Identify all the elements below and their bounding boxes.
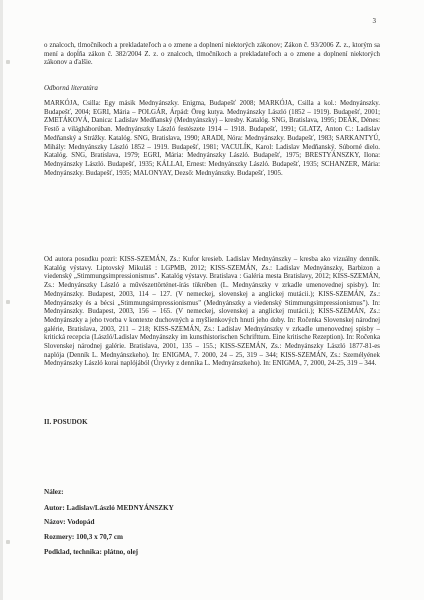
- intro-paragraph: o znalcoch, tlmočníkoch a prekladateľoch a o zmene a doplnení niektorých zákonov; Zákon č. 93/2006 Z. z., ktorým sa mení a dopĺňa zákon č. 382/2004 Z. z. o znalcoch, tlmočníkoch a prekladateľoch a o zmene a doplnení niektorých zákonov a ďalšie.: [44, 42, 380, 67]
- author-references-paragraph: Od autora posudku pozri: KISS-SZEMÁN, Zs.: Kufor kresieb. Ladislav Mednyánszky – kresba ako vizuálny denník. Katalóg výstavy. Liptovský Mikuláš : LGPMB, 2012; KISS-SZEMÁN, Zs.: Ladislav Mednyánszky, Barbizon a viedenský „Stimmungsimpressionismus". Katalóg výstavy. Bratislava : Galéria mesta Bratislavy, 2012; KISS-SZEMÁN, Zs.: Mednyánszky László a művészettörténet-írás tükrében (L. Mednyánszky v zrkadle umenovednej spisby). In: Mednyánszky. Budapest, 2003, 114 – 127. (V nemeckej, slovenskej a anglickej mutácii.); KISS-SZEMÁN, Zs.: Mednyánszky és a bécsi „Stimmungsimpressionismus" (Mednyánszky a viedenský Stimmungsimpressionismus"). In: Mednyánszky. Budapest, 2003, 156 – 165. (V nemeckej, slovenskej a anglickej mutácii.); KISS-SZEMÁN, Zs.: Mednyánszky a jeho tvorba v kontexte duchovných a myšlienkových hnutí jeho doby. In: Ročenka Slovenskej národnej galérie, Bratislava, 2003, 211 – 218; KISS-SZEMÁN, Zs.: Ladislav Mednyánszky v zrkadle umenovednej spisby – kritická recepcia (László/Ladislav Mednyánszky im kunsthistorischen Schrifttum. Eine kritische Rezeption). In: Ročenka Slovenskej národnej galérie. Bratislava, 2001, 135 – 155.; KISS-SZEMÁN, Zs.: Mednyánszky László 1877-81-es naplója (Denník L. Mednyánszkeho). In: ENIGMA, 7. 2000, 24 – 25, 319 – 344; KISS-SZEMÁN, Zs.: Személyének Mednyánszky László korai naplójából (Úryvky z denníka L. Mednyánszkeho). In: ENIGMA, 7, 2000, 24-25, 319 – 344.: [44, 256, 380, 368]
- field-author: Autor: Ladislav/László MEDNYÁNSZKY: [44, 504, 174, 512]
- binding-mark: [6, 300, 10, 304]
- page-number: 3: [372, 17, 376, 25]
- field-title: Názov: Vodopád: [44, 518, 95, 526]
- binding-mark: [6, 60, 10, 64]
- field-nalez: Nález:: [44, 488, 64, 496]
- literature-paragraph: MARKÓJA, Csilla: Egy másik Mednyánszky. Enigma, Budapešť 2008; MARKÓJA, Csilla a kol.: Mednyánszky. Budapešť, 2004; EGRI, Mária – POLGÁR, Árpád: Öreg kutya. Mednyánszky László (1852 – 1919). Budapešť, 2001; ZMETÁKOVÁ, Danica: Ladislav Medňanský (Mednyánszky) – kresby. Katalóg. SNG, Bratislava, 1995; DEÁK, Dénes: Festő a világháborúban. Mednyánszky László festészete 1914 – 1918. Budapešť, 1991; GLATZ, Anton C.: Ladislav Medňanský a Strážky. Katalóg. SNG, Bratislava, 1990; ARADI, Nóra: Mednyánszky. Budapešť, 1983; SARKANTYÚ, Mihály: Mednyánszky László 1852 – 1919. Budapešť, 1981; VACULÍK, Karol: Ladislav Medňanský. Súborné dielo. Katalóg. SNG, Bratislava, 1979; EGRI, Mária: Mednyánszky László. Budapešť, 1975; BRESTYÁNSZKY, Ilona: Mednyánszky László. Budapešť, 1935; KÁLLAI, Ernest: Mednyánszky László. Budapešť, 1935; SCHANZER, Mária: Mednyánszky. Budapešť, 1935; MALONYAY, Dezső: Mednyánszky. Budapešť, 1905.: [44, 100, 380, 177]
- field-technique: Podklad, technika: plátno, olej: [44, 548, 139, 556]
- section-heading: II. POSUDOK: [44, 418, 88, 426]
- scan-edge: [0, 0, 3, 600]
- literature-heading: Odborná literatúra: [44, 84, 98, 92]
- binding-mark: [6, 540, 10, 544]
- field-dimensions: Rozmery: 100,3 x 70,7 cm: [44, 533, 124, 541]
